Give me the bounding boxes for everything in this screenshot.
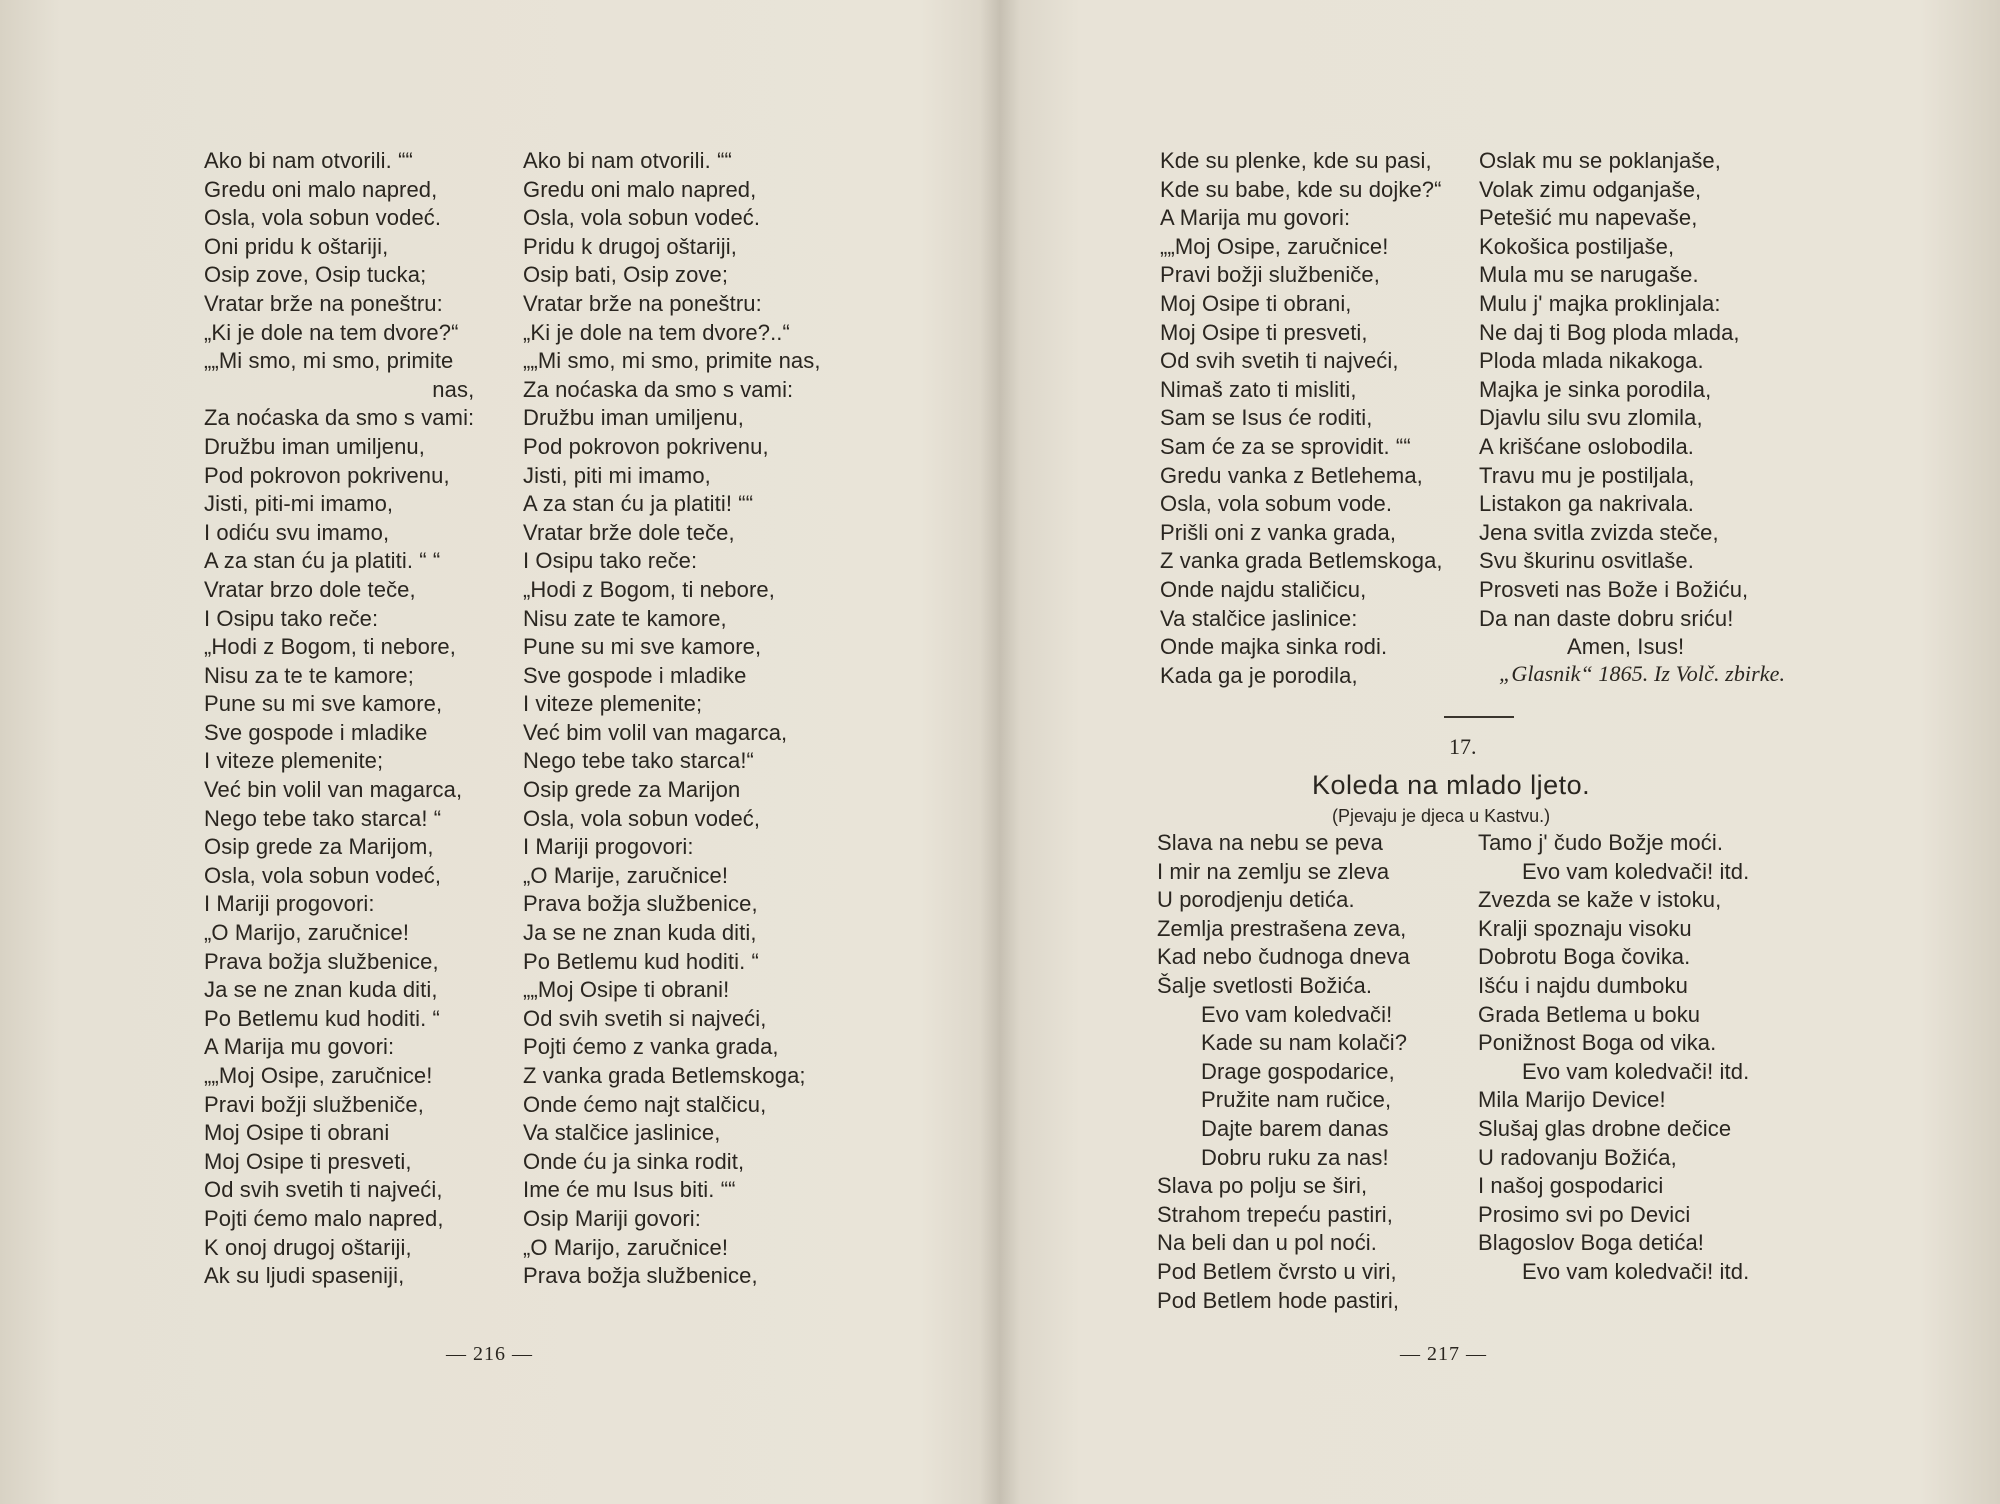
verse-line: Prava božja službenice, xyxy=(523,1263,758,1289)
verse-line: Ne daj ti Bog ploda mlada, xyxy=(1479,319,1740,345)
verse-line: Vratar brže na poneštru: xyxy=(204,290,443,316)
verse-line: Slušaj glas drobne dečice xyxy=(1478,1115,1732,1141)
verse-line: Slava na nebu se peva xyxy=(1157,830,1383,855)
verse-line: Slava po polju se širi, xyxy=(1157,1173,1368,1199)
verse-line: „Hodi z Bogom, ti nebore, xyxy=(523,576,775,602)
verse-line: Za noćaska da smo s vami: xyxy=(204,405,475,431)
verse-line: Osip Mariji govori: xyxy=(523,1205,701,1231)
verse-line: Pojti ćemo malo napred, xyxy=(204,1205,444,1231)
verse-line: Vratar brže na poneštru: xyxy=(523,290,762,316)
verse-line: Sam će za se sprovidit. ““ xyxy=(1160,433,1411,459)
verse-line: A za stan ću ja platiti. “ “ xyxy=(204,548,441,574)
verse-line: Z vanka grada Betlemskoga; xyxy=(523,1063,806,1088)
verse-line: Evo vam koledvači! itd. xyxy=(1522,858,1750,884)
verse-line: I viteze plemenite; xyxy=(204,748,384,774)
song-subtitle: (Pjevaju je djeca u Kastvu.) xyxy=(1332,806,1551,826)
verse-line: Ponižnost Boga od vika. xyxy=(1478,1030,1717,1056)
verse-line: Sve gospode i mladike xyxy=(523,662,747,688)
verse-line: „„Moj Osipe ti obrani! xyxy=(523,977,730,1003)
song-title: Koleda na mlado ljeto. xyxy=(1312,770,1591,800)
verse-line: Osip grede za Marijon xyxy=(523,777,741,803)
verse-line: Prosimo svi po Devici xyxy=(1478,1201,1691,1227)
verse-line: Pod Betlem čvrsto u viri, xyxy=(1157,1258,1397,1284)
verse-line: Vratar brže dole teče, xyxy=(523,519,735,545)
verse-line: K onoj drugoj oštariji, xyxy=(204,1234,412,1260)
verse-line: Grada Betlema u boku xyxy=(1478,1001,1701,1027)
verse-line: I Osipu tako reče: xyxy=(204,605,379,631)
verse-line: Kde su babe, kde su dojke?“ xyxy=(1160,176,1442,202)
verse-line: I odiću svu imamo, xyxy=(204,519,390,545)
verse-line: „„Mi smo, mi smo, primite xyxy=(204,348,454,374)
verse-line: Na beli dan u pol noći. xyxy=(1157,1230,1378,1256)
verse-line: Amen, Isus! xyxy=(1567,634,1685,660)
verse-line: Kralji spoznaju visoku xyxy=(1478,915,1692,941)
verse-line: Kade su nam kolači? xyxy=(1201,1030,1408,1056)
verse-line: Ja se ne znan kuda diti, xyxy=(523,920,757,946)
page-number: — 217 — xyxy=(1400,1343,1487,1365)
verse-line: Pune su mi sve kamore, xyxy=(523,634,762,660)
verse-line: Dobrotu Boga čovika. xyxy=(1478,944,1691,970)
verse-line: Moj Osipe ti presveti, xyxy=(1160,319,1368,345)
verse-line: Družbu iman umiljenu, xyxy=(204,433,425,459)
left-page-column-2 xyxy=(523,147,821,1291)
verse-line: U porodjenju detića. xyxy=(1157,887,1355,913)
verse-line: Za noćaska da smo s vami: xyxy=(523,376,794,402)
verse-line: Zvezda se kaže v istoku, xyxy=(1478,887,1722,913)
verse-line: Vratar brzo dole teče, xyxy=(204,576,416,602)
verse-line: Dajte barem danas xyxy=(1201,1115,1389,1141)
section-divider xyxy=(1444,716,1514,718)
verse-line: „„Moj Osipe, zaručnice! xyxy=(1160,233,1389,259)
verse-line: Ako bi nam otvorili. ““ xyxy=(204,148,413,173)
verse-line: Pridu k drugoj oštariji, xyxy=(523,233,737,259)
verse-line: A Marija mu govori: xyxy=(204,1034,395,1060)
verse-line: Nisu za te te kamore; xyxy=(204,662,414,688)
verse-line: I Mariji progovori: xyxy=(523,834,694,860)
verse-line: Z vanka grada Betlemskoga, xyxy=(1160,548,1443,574)
verse-line: Strahom trepeću pastiri, xyxy=(1157,1201,1393,1227)
verse-line: Sam se Isus će roditi, xyxy=(1160,405,1373,431)
verse-line: Listakon ga nakrivala. xyxy=(1479,491,1694,517)
verse-line: Oslak mu se poklanjaše, xyxy=(1479,148,1721,173)
verse-line: Osip zove, Osip tucka; xyxy=(204,262,427,288)
verse-line: Po Betlemu kud hoditi. “ xyxy=(204,1005,440,1031)
verse-line: Osla, vola sobun vodeć. xyxy=(204,205,442,231)
verse-line: Prava božja službenice, xyxy=(523,891,758,917)
verse-line: Mula mu se narugaše. xyxy=(1479,262,1699,288)
verse-line: Moj Osipe ti presveti, xyxy=(204,1148,412,1174)
verse-line: Va stalčice jaslinice: xyxy=(1160,605,1358,631)
verse-line: Već bim volil van magarca, xyxy=(523,719,788,745)
verse-line: Tamo j' čudo Božje moći. xyxy=(1478,830,1724,855)
verse-line: Da nan daste dobru sriću! xyxy=(1479,605,1734,631)
verse-line: Jisti, piti-mi imamo, xyxy=(204,491,394,517)
verse-line: Onde ćemo najt stalčicu, xyxy=(523,1091,767,1117)
verse-line: Pravi božji službeniče, xyxy=(1160,262,1380,288)
verse-line: Po Betlemu kud hoditi. “ xyxy=(523,948,759,974)
verse-line: Volak zimu odganjaše, xyxy=(1479,176,1702,202)
verse-line: Osip bati, Osip zove; xyxy=(523,262,729,288)
verse-line: Va stalčice jaslinice, xyxy=(523,1120,721,1146)
verse-line: Osla, vola sobun vodeć. xyxy=(523,205,761,231)
verse-line: Onde najdu staličicu, xyxy=(1160,576,1367,602)
page-number: — 216 — xyxy=(446,1343,533,1365)
verse-line: I mir na zemlju se zleva xyxy=(1157,858,1390,884)
verse-line: A za stan ću ja platiti! ““ xyxy=(523,491,754,517)
verse-line: Prosveti nas Bože i Božiću, xyxy=(1479,576,1749,602)
verse-line: Dobru ruku za nas! xyxy=(1201,1144,1389,1170)
song-number: 17. xyxy=(1449,734,1477,759)
verse-line: Gredu oni malo napred, xyxy=(523,176,757,202)
verse-line: A Marija mu govori: xyxy=(1160,205,1351,231)
verse-line: Nimaš zato ti misliti, xyxy=(1160,376,1357,402)
verse-line: Gredu oni malo napred, xyxy=(204,176,438,202)
verse-line: Već bin volil van magarca, xyxy=(204,777,463,803)
verse-line: Svu škurinu osvitlaše. xyxy=(1479,548,1694,574)
verse-line: Osla, vola sobun vodeć, xyxy=(523,805,761,831)
verse-line: „O Marijo, zaručnice! xyxy=(523,1234,729,1260)
verse-line: Pružite nam ručice, xyxy=(1201,1087,1392,1113)
verse-line: Pravi božji službeniče, xyxy=(204,1091,424,1117)
verse-line: „O Marije, zaručnice! xyxy=(523,862,729,888)
verse-line: Pod pokrovon pokrivenu, xyxy=(523,433,769,459)
page-217 xyxy=(1000,0,2000,1504)
verse-line: Šalje svetlosti Božića. xyxy=(1157,972,1373,998)
verse-line: Evo vam koledvači! xyxy=(1201,1001,1393,1027)
verse-line: „„Mi smo, mi smo, primite nas, xyxy=(523,348,821,374)
verse-line: Oni pridu k oštariji, xyxy=(204,233,389,259)
verse-line: Od svih svetih ti najveći, xyxy=(1160,348,1399,374)
verse-line: I Osipu tako reče: xyxy=(523,548,698,574)
verse-line: Djavlu silu svu zlomila, xyxy=(1479,405,1703,431)
verse-line: Osip grede za Marijom, xyxy=(204,834,434,860)
verse-line: Pojti ćemo z vanka grada, xyxy=(523,1034,779,1060)
verse-line: Pod pokrovon pokrivenu, xyxy=(204,462,450,488)
verse-line: I našoj gospodarici xyxy=(1478,1173,1664,1199)
verse-line: Pod Betlem hode pastiri, xyxy=(1157,1287,1400,1313)
verse-line: Od svih svetih si najveći, xyxy=(523,1005,767,1031)
verse-line: Jisti, piti mi imamo, xyxy=(523,462,711,488)
verse-line: Ja se ne znan kuda diti, xyxy=(204,977,438,1003)
verse-line: Ako bi nam otvorili. ““ xyxy=(523,148,732,173)
right-page-column-1 xyxy=(1160,147,1443,690)
verse-line: Mila Marijo Device! xyxy=(1478,1087,1666,1113)
verse-line: Moj Osipe ti obrani xyxy=(204,1120,390,1146)
verse-line: „Ki je dole na tem dvore?..“ xyxy=(523,319,790,345)
citation-line xyxy=(1479,660,1785,689)
verse-line: Moj Osipe ti obrani, xyxy=(1160,290,1352,316)
verse-line: Mulu j' majka proklinjala: xyxy=(1479,290,1721,316)
verse-line: Prava božja službenice, xyxy=(204,948,439,974)
verse-line: Majka je sinka porodila, xyxy=(1479,376,1712,402)
verse-line: Evo vam koledvači! itd. xyxy=(1522,1058,1750,1084)
citation: „Glasnik“ 1865. Iz Volč. zbirke. xyxy=(1499,661,1786,686)
verse-line: Petešić mu napevaše, xyxy=(1479,205,1698,231)
verse-line: Nego tebe tako starca!“ xyxy=(523,748,754,774)
verse-line: Jena svitla zvizda steče, xyxy=(1479,519,1719,545)
right-page-column-2 xyxy=(1479,147,1748,662)
verse-line: Evo vam koledvači! itd. xyxy=(1522,1258,1750,1284)
verse-line: Nisu zate te kamore, xyxy=(523,605,727,631)
verse-line: Ploda mlada nikakoga. xyxy=(1479,348,1704,374)
verse-line: nas, xyxy=(432,376,475,402)
verse-line: Onde majka sinka rodi. xyxy=(1160,634,1388,660)
verse-line: „O Marijo, zaručnice! xyxy=(204,920,410,946)
verse-line: A krišćane oslobodila. xyxy=(1479,433,1694,459)
verse-line: Družbu iman umiljenu, xyxy=(523,405,744,431)
song-column-2 xyxy=(1478,829,1749,1287)
verse-line: „Ki je dole na tem dvore?“ xyxy=(204,319,459,345)
verse-line: Išću i najdu dumboku xyxy=(1478,972,1688,998)
verse-line: Osla, vola sobum vode. xyxy=(1160,491,1393,517)
verse-line: Prišli oni z vanka grada, xyxy=(1160,519,1397,545)
verse-line: Kad nebo čudnoga dneva xyxy=(1157,944,1410,970)
verse-line: Od svih svetih ti najveći, xyxy=(204,1177,443,1203)
verse-line: Kokošica postiljaše, xyxy=(1479,233,1675,259)
verse-line: Kada ga je porodila, xyxy=(1160,662,1358,688)
verse-line: Ime će mu Isus biti. ““ xyxy=(523,1177,736,1203)
verse-line: Blagoslov Boga detića! xyxy=(1478,1230,1705,1256)
verse-line: I Mariji progovori: xyxy=(204,891,375,917)
verse-line: U radovanju Božića, xyxy=(1478,1144,1677,1170)
verse-line: Onde ću ja sinka rodit, xyxy=(523,1148,745,1174)
verse-line: Sve gospode i mladike xyxy=(204,719,428,745)
verse-line: Zemlja prestrašena zeva, xyxy=(1157,915,1407,941)
verse-line: Drage gospodarice, xyxy=(1201,1058,1395,1084)
verse-line: I viteze plemenite; xyxy=(523,691,703,717)
left-page-column-1 xyxy=(204,147,474,1291)
verse-line: „„Moj Osipe, zaručnice! xyxy=(204,1063,433,1088)
verse-line: Kde su plenke, kde su pasi, xyxy=(1160,148,1432,173)
verse-line: Nego tebe tako starca! “ xyxy=(204,805,442,831)
verse-line: Osla, vola sobun vodeć, xyxy=(204,862,442,888)
verse-line: Pune su mi sve kamore, xyxy=(204,691,443,717)
verse-line: Ak su ljudi spaseniji, xyxy=(204,1263,405,1289)
verse-line: Gredu vanka z Betlehema, xyxy=(1160,462,1423,488)
verse-line: „Hodi z Bogom, ti nebore, xyxy=(204,634,456,660)
song-column-1 xyxy=(1157,829,1410,1315)
verse-line: Travu mu je postiljala, xyxy=(1479,462,1695,488)
